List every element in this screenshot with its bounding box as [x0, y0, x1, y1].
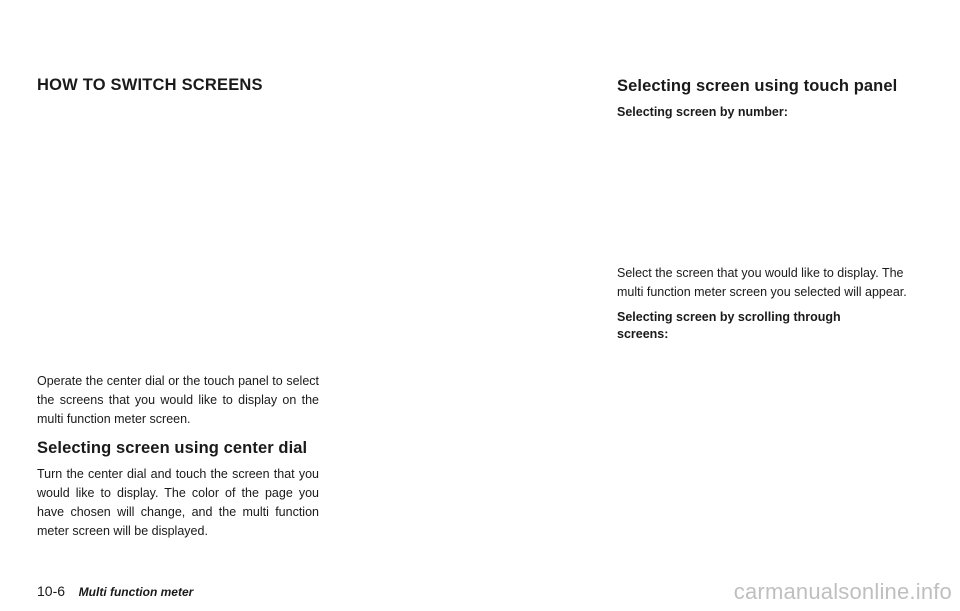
by-number-heading: Selecting screen by number:: [617, 105, 788, 119]
center-dial-heading: Selecting screen using center dial: [37, 439, 308, 457]
watermark: carmanualsonline.info: [733, 579, 952, 604]
intro-paragraph: Operate the center dial or the touch panel to select the screens that you would like to display on the multi function meter screen.: [37, 374, 319, 426]
by-scroll-heading: Selecting screen by scrolling through screens:: [617, 310, 841, 341]
touch-panel-heading: Selecting screen using touch panel: [617, 77, 898, 95]
page-footer: [37, 583, 193, 599]
left-column-lower: [37, 372, 319, 541]
right-column-lower: [617, 264, 923, 343]
section-heading: HOW TO SWITCH SCREENS: [37, 76, 263, 94]
by-number-paragraph: Select the screen that you would like to display. The multi function meter screen you selected will appear.: [617, 266, 907, 299]
page-number: 10-6: [37, 583, 66, 599]
right-column-top: [617, 77, 923, 121]
section-name: Multi function meter: [78, 585, 194, 599]
center-dial-paragraph: Turn the center dial and touch the screen that you would like to display. The color of the page you have chosen will change, and the multi function meter screen will be displayed.: [37, 467, 319, 538]
